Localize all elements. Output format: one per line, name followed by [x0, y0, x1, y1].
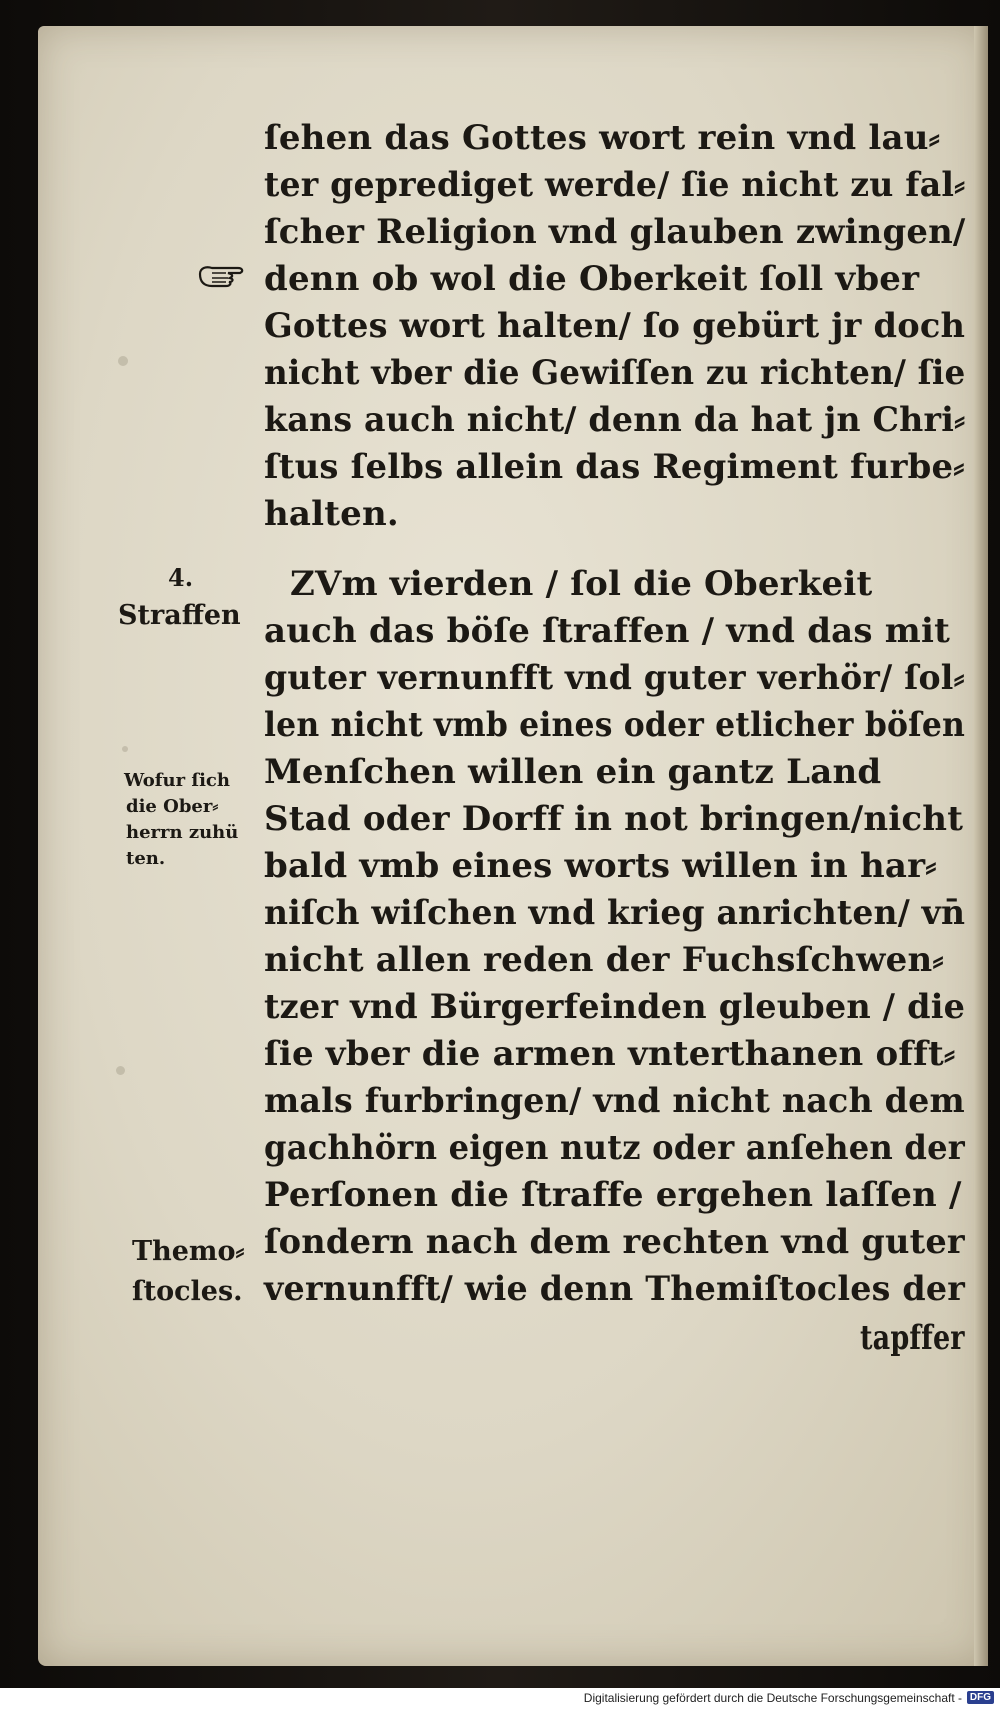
text-line-14: Menſchen willen ein gantz Land	[264, 752, 882, 792]
paper-stain	[122, 746, 128, 752]
text-line-15: Stad oder Dorff in not bringen/nicht	[264, 799, 964, 839]
margin-number: 4.	[168, 563, 194, 592]
text-line-2: ter geprediget werde/ ſie nicht zu fal⸗	[264, 165, 966, 205]
text-line-1: ſehen das Gottes wort rein vnd lau⸗	[264, 118, 941, 158]
text-line-10: ZVm vierden / ſol die Oberkeit	[290, 564, 873, 604]
text-line-13: len nicht vmb eines oder etlicher böſen	[264, 705, 966, 745]
paper-stain	[118, 356, 128, 366]
text-line-23: Perſonen die ſtraffe ergehen laſſen /	[264, 1175, 962, 1215]
text-line-8: ſtus ſelbs allein das Regiment furbe⸗	[264, 447, 965, 487]
dfg-logo: DFG	[967, 1691, 994, 1704]
margin-note-wofur-1: Wofur ſich	[124, 770, 230, 791]
margin-note-wofur-3: herrn zuhü	[126, 822, 239, 843]
text-line-18: nicht allen reden der Fuchsſchwen⸗	[264, 940, 944, 980]
margin-note-themo-2: ſtocles.	[132, 1276, 243, 1307]
footer-bar	[0, 1688, 1000, 1710]
margin-note-themo-1: Themo⸗	[132, 1236, 245, 1267]
margin-note-wofur-2: die Ober⸗	[126, 796, 219, 817]
text-line-20: ſie vber die armen vnterthanen offt⸗	[264, 1034, 956, 1074]
text-line-19: tzer vnd Bürgerfeinden gleuben / die	[264, 987, 966, 1027]
text-line-25: vernunfft/ wie denn Themiſtocles der	[264, 1269, 966, 1309]
text-line-16: bald vmb eines worts willen in har⸗	[264, 846, 937, 886]
paper-stain	[116, 1066, 125, 1075]
pointing-hand-icon	[198, 260, 250, 290]
text-line-12: guter vernunfft vnd guter verhör/ ſol⸗	[264, 658, 965, 698]
catchword: tapffer	[860, 1318, 965, 1358]
margin-note-straffen: Straffen	[118, 600, 241, 631]
text-line-4: denn ob wol die Oberkeit ſoll vber	[264, 259, 920, 299]
text-line-22: gachhörn eigen nutz oder anſehen der	[264, 1128, 965, 1168]
text-line-3: ſcher Religion vnd glauben zwingen/	[264, 212, 966, 252]
text-line-17: niſch wiſchen vnd krieg anrichten/ vn̄	[264, 893, 966, 933]
text-line-9: halten.	[264, 494, 399, 534]
text-line-5: Gottes wort halten/ ſo gebürt jr doch	[264, 306, 966, 346]
text-line-11: auch das böſe ſtraffen / vnd das mit	[264, 611, 950, 651]
margin-note-wofur-4: ten.	[126, 848, 166, 869]
text-line-21: mals furbringen/ vnd nicht nach dem	[264, 1081, 965, 1121]
text-line-24: ſondern nach dem rechten vnd guter	[264, 1222, 965, 1262]
text-line-7: kans auch nicht/ denn da hat jn Chri⸗	[264, 400, 966, 440]
text-line-6: nicht vber die Gewiſſen zu richten/ ſie	[264, 353, 966, 393]
page-edge	[974, 26, 988, 1666]
footer-text: Digitalisierung gefördert durch die Deutsche Forschungsgemeinschaft -	[583, 1691, 962, 1705]
